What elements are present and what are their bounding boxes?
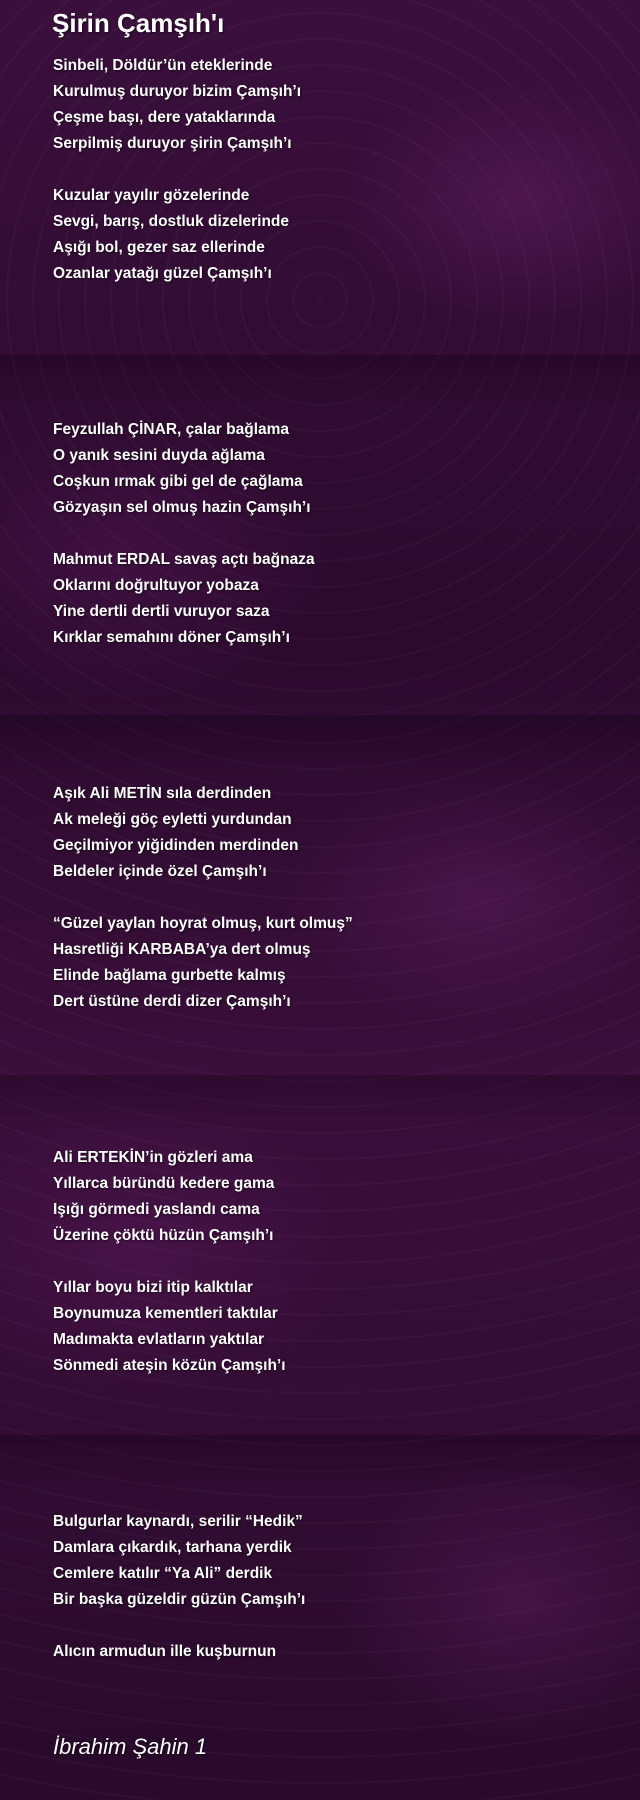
stanza: [53, 53, 613, 157]
poem-line: Üzerine çöktü hüzün Çamşıh’ı: [53, 1227, 274, 1244]
poem-line: Geçilmiyor yiğidinden merdinden: [53, 837, 299, 854]
stanza: [53, 1275, 613, 1379]
poem-line: Bir başka güzeldir güzün Çamşıh’ı: [53, 1591, 306, 1608]
poem-line: Gözyaşın sel olmuş hazin Çamşıh’ı: [53, 499, 311, 516]
stanza: [53, 1509, 613, 1613]
poem-line: Yıllar boyu bizi itip kalktılar: [53, 1279, 253, 1296]
poem-line: Hasretliği KARBABA’ya dert olmuş: [53, 941, 311, 958]
stanza: [53, 547, 613, 651]
poem-line: Sinbeli, Döldür’ün eteklerinde: [53, 57, 273, 74]
poem-line: Mahmut ERDAL savaş açtı bağnaza: [53, 551, 315, 568]
poem-line: Aşığı bol, gezer saz ellerinde: [53, 239, 265, 256]
poem-line: Coşkun ırmak gibi gel de çağlama: [53, 473, 303, 490]
poem-line: Kurulmuş duruyor bizim Çamşıh’ı: [53, 83, 302, 100]
poem-line: Beldeler içinde özel Çamşıh’ı: [53, 863, 267, 880]
stanza: [53, 1639, 613, 1665]
poem-line: Bulgurlar kaynardı, serilir “Hedik”: [53, 1513, 303, 1530]
stanza: [53, 781, 613, 885]
poem-line: Kırklar semahını döner Çamşıh’ı: [53, 629, 290, 646]
poem-title: Şirin Çamşıh'ı: [52, 8, 225, 38]
poem-line: “Güzel yaylan hoyrat olmuş, kurt olmuş”: [53, 915, 353, 932]
poem-line: Boynumuza kementleri taktılar: [53, 1305, 278, 1322]
poem-line: Dert üstüne derdi dizer Çamşıh’ı: [53, 993, 291, 1010]
poem-line: Damlara çıkardık, tarhana yerdik: [53, 1539, 292, 1556]
poem-body: [53, 53, 613, 1665]
poem-line: Yıllarca büründü kedere gama: [53, 1175, 275, 1192]
poem-line: Aşık Ali METİN sıla derdinden: [53, 785, 272, 802]
poem-line: Elinde bağlama gurbette kalmış: [53, 967, 286, 984]
poem-line: Işığı görmedi yaslandı cama: [53, 1201, 260, 1218]
poem-line: Yine dertli dertli vuruyor saza: [53, 603, 270, 620]
poem-line: Ak meleği göç eyletti yurdundan: [53, 811, 292, 828]
stanza: [53, 1145, 613, 1249]
stanza: [53, 911, 613, 1015]
poem-line: Sönmedi ateşin közün Çamşıh’ı: [53, 1357, 286, 1374]
poem-line: Feyzullah ÇİNAR, çalar bağlama: [53, 421, 290, 438]
poem-line: Çeşme başı, dere yataklarında: [53, 109, 276, 126]
poem-line: Oklarını doğrultuyor yobaza: [53, 577, 259, 594]
poem-line: Serpilmiş duruyor şirin Çamşıh’ı: [53, 135, 292, 152]
author-signature: İbrahim Şahin 1: [53, 1734, 208, 1759]
stanza: [53, 417, 613, 521]
poem-line: Kuzular yayılır gözelerinde: [53, 187, 250, 204]
poem-line: Madımakta evlatların yaktılar: [53, 1331, 265, 1348]
poem-line: Alıcın armudun ille kuşburnun: [53, 1643, 277, 1660]
poem-line: Cemlere katılır “Ya Ali” derdik: [53, 1565, 273, 1582]
poem-line: Sevgi, barış, dostluk dizelerinde: [53, 213, 290, 230]
stanza: [53, 183, 613, 287]
poem-line: Ali ERTEKİN’in gözleri ama: [53, 1149, 253, 1166]
poem-line: O yanık sesini duyda ağlama: [53, 447, 265, 464]
poem-line: Ozanlar yatağı güzel Çamşıh’ı: [53, 265, 272, 282]
